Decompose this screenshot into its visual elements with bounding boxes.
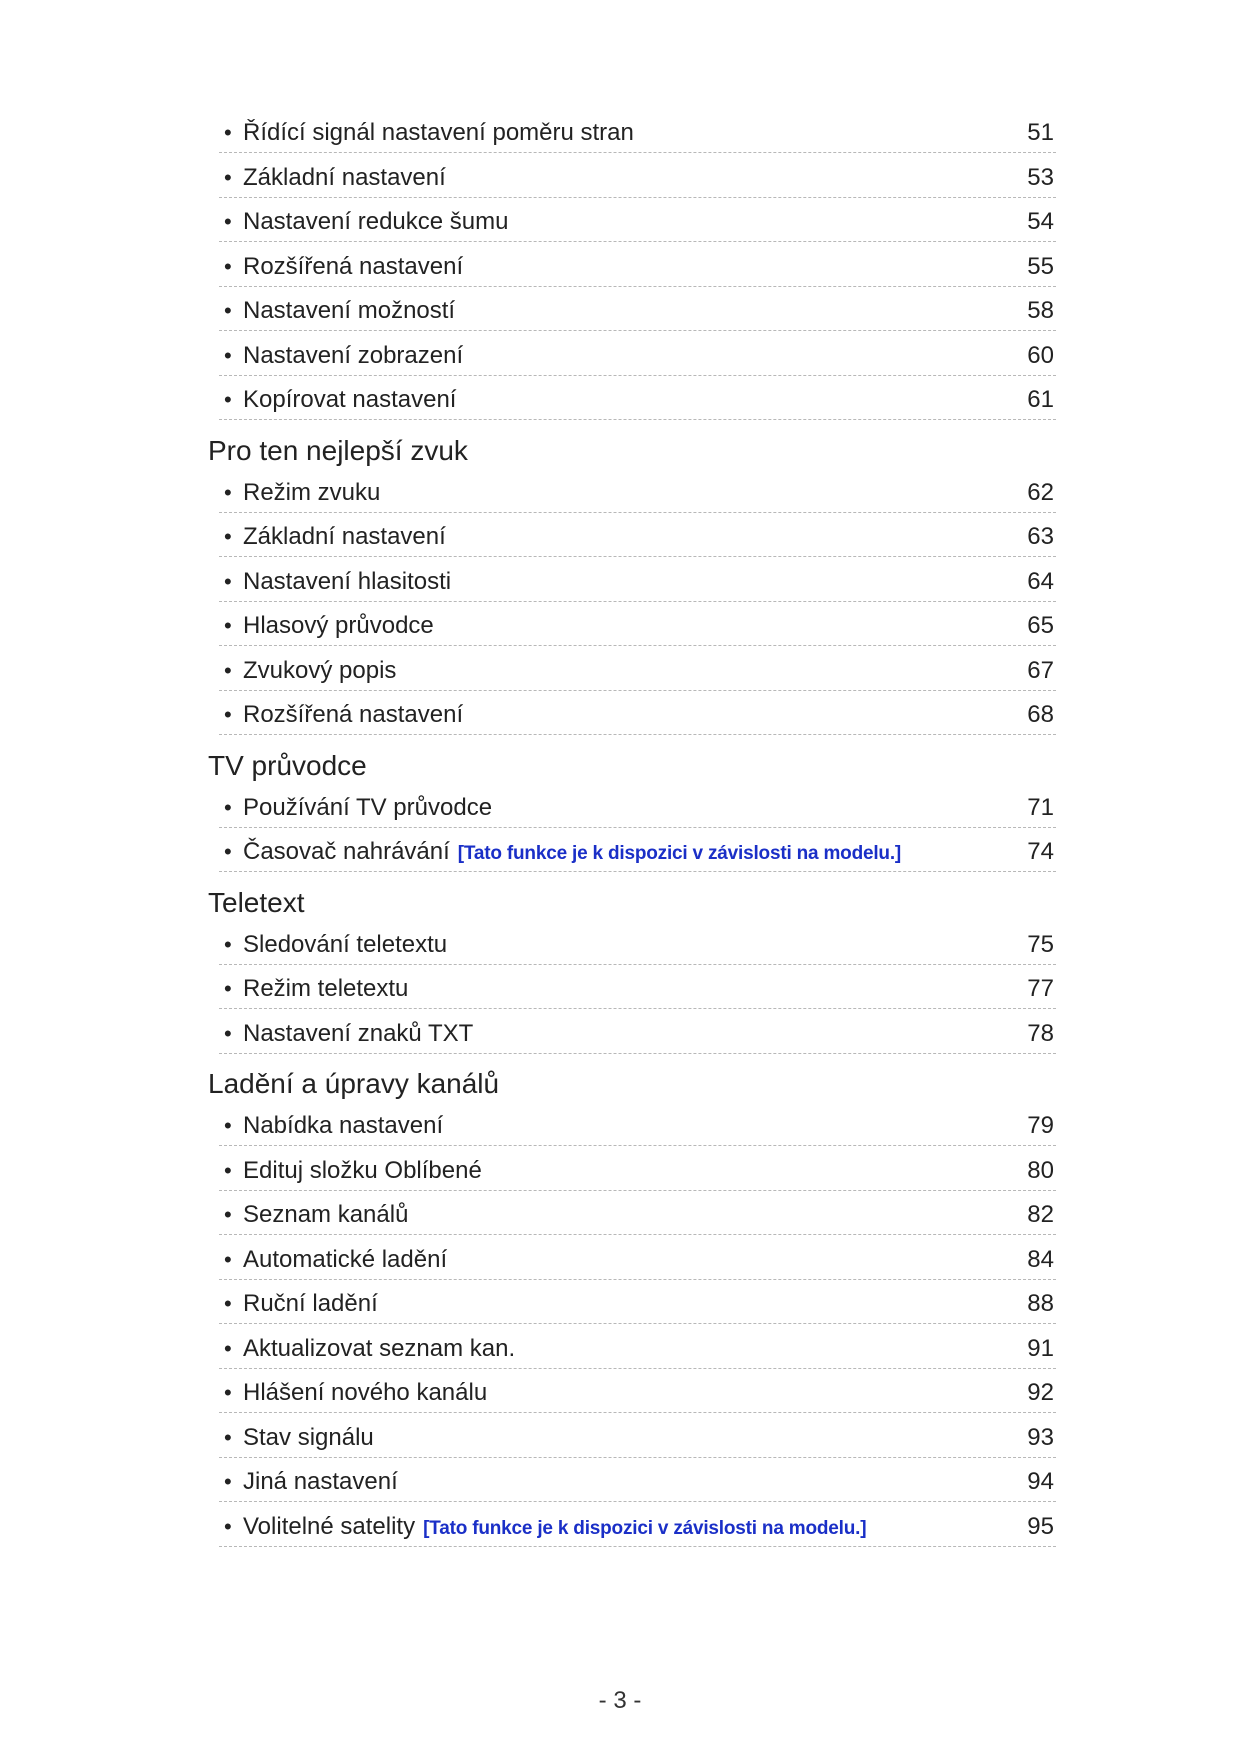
toc-entry-title: [243, 207, 508, 237]
bullet-icon: •: [224, 342, 232, 368]
toc-page-number: 75: [1027, 930, 1054, 958]
toc-entry-label: Základní nastavení: [243, 523, 446, 550]
toc-entry-label: Rozšířená nastavení: [243, 701, 464, 728]
toc-page-number: 65: [1027, 612, 1054, 639]
toc-entry-title: [243, 1156, 482, 1186]
toc-page-number: 80: [1027, 1156, 1054, 1184]
toc-entry-title: [243, 1245, 447, 1275]
toc-entry[interactable]: [219, 1236, 1056, 1280]
toc-entry-title: [243, 163, 446, 193]
bullet-icon: •: [224, 1335, 232, 1361]
toc-entry[interactable]: [219, 558, 1056, 602]
toc-entry-label: Aktualizovat seznam kan.: [243, 1334, 516, 1362]
toc-page-number: 71: [1027, 793, 1054, 821]
toc-entry[interactable]: [219, 921, 1056, 965]
toc-entry[interactable]: [219, 1369, 1056, 1413]
toc-entry-title: [243, 1334, 515, 1364]
toc-entry[interactable]: [219, 1458, 1056, 1502]
bullet-icon: •: [224, 794, 232, 820]
toc-entry-label: Rozšířená nastavení: [243, 252, 464, 280]
toc-entry-title: [243, 1289, 378, 1319]
toc-entry-title: [243, 1423, 374, 1453]
toc-entry-label: Režim zvuku: [243, 478, 381, 506]
toc-page-number: 63: [1027, 523, 1054, 550]
toc-entry-title: [243, 656, 396, 686]
bullet-icon: •: [224, 613, 232, 638]
toc-entry-label: Automatické ladění: [243, 1245, 448, 1273]
page-number-footer: - 3 -: [598, 1687, 642, 1714]
bullet-icon: •: [224, 1291, 232, 1316]
toc-page-number: 91: [1027, 1334, 1054, 1362]
toc-page-number: 82: [1027, 1201, 1054, 1228]
toc-page-number: 58: [1027, 297, 1054, 324]
toc-entry-label: Nabídka nastavení: [243, 1112, 444, 1139]
toc-entry[interactable]: [219, 602, 1056, 646]
toc-entry-label: Používání TV průvodce: [243, 793, 493, 821]
toc-entry-label: Edituj složku Oblíbené: [243, 1156, 482, 1184]
toc-entry-label: Základní nastavení: [243, 163, 446, 191]
toc-page-number: 95: [1027, 1512, 1054, 1540]
toc-entry-label: Sledování teletextu: [243, 930, 448, 958]
toc-page-number: 61: [1027, 386, 1054, 413]
bullet-icon: •: [224, 387, 232, 412]
toc-page-number: 67: [1027, 656, 1054, 684]
bullet-icon: •: [224, 1469, 232, 1494]
toc-entry-title: [243, 611, 434, 641]
section-heading: Pro ten nejlepší zvuk: [208, 434, 468, 466]
bullet-icon: •: [224, 1513, 232, 1539]
bullet-icon: •: [224, 120, 232, 145]
toc-entry[interactable]: [219, 1191, 1056, 1235]
bullet-icon: •: [224, 298, 232, 323]
toc-entry-label: Hlášení nového kanálu: [243, 1379, 488, 1406]
toc-entry[interactable]: [219, 1010, 1056, 1054]
toc-entry[interactable]: [219, 109, 1056, 153]
bullet-icon: •: [224, 1246, 232, 1272]
toc-entry-title: [243, 478, 380, 508]
toc-entry-label: Ruční ladění: [243, 1290, 378, 1317]
toc-entry-label: Hlasový průvodce: [243, 612, 434, 639]
section-heading: Teletext: [208, 886, 305, 918]
toc-entry-title: [243, 1019, 473, 1049]
toc-entry[interactable]: [219, 513, 1056, 557]
toc-entry[interactable]: [219, 828, 1056, 872]
toc-entry-title: [243, 522, 446, 552]
toc-entry[interactable]: [219, 469, 1056, 513]
bullet-icon: •: [224, 479, 232, 505]
toc-entry-title: [243, 793, 492, 823]
toc-entry-label: Kopírovat nastavení: [243, 386, 457, 413]
toc-entry-title: [243, 1111, 443, 1141]
toc-page-number: 88: [1027, 1290, 1054, 1317]
section-heading: Ladění a úpravy kanálů: [208, 1068, 500, 1099]
bullet-icon: •: [224, 1424, 232, 1450]
bullet-icon: •: [224, 657, 232, 683]
bullet-icon: •: [224, 524, 232, 549]
toc-page-number: 94: [1027, 1468, 1054, 1495]
toc-entry-label: Nastavení redukce šumu: [243, 208, 509, 235]
toc-entry[interactable]: [219, 784, 1056, 828]
toc-page-number: 78: [1027, 1019, 1054, 1047]
toc-entry-label: Nastavení možností: [243, 297, 456, 324]
toc-entry[interactable]: [219, 287, 1056, 331]
toc-entry-title: [243, 974, 408, 1004]
toc-entry[interactable]: [219, 154, 1056, 198]
toc-page-number: 79: [1027, 1112, 1054, 1139]
availability-note: [Tato funkce je k dispozici v závislosti na modelu.]: [457, 843, 902, 864]
toc-entry-title: [243, 1512, 866, 1544]
toc-entry-title: [243, 252, 463, 282]
toc-entry[interactable]: [219, 1503, 1056, 1547]
toc-entry-title: [243, 296, 455, 326]
toc-entry[interactable]: [219, 1280, 1056, 1324]
bullet-icon: •: [224, 1202, 232, 1227]
bullet-icon: •: [224, 931, 232, 957]
toc-entry-label: Seznam kanálů: [243, 1201, 409, 1228]
toc-entry-title: [243, 1200, 408, 1230]
toc-entry[interactable]: [219, 198, 1056, 242]
bullet-icon: •: [224, 164, 232, 190]
bullet-icon: •: [224, 1157, 232, 1183]
toc-page-number: 62: [1027, 478, 1054, 506]
toc-entry-label: Řídící signál nastavení poměru stran: [243, 119, 634, 146]
toc-page-number: 53: [1027, 163, 1054, 191]
bullet-icon: •: [224, 976, 232, 1001]
toc-entry[interactable]: [219, 243, 1056, 287]
bullet-icon: •: [224, 568, 232, 594]
section-heading: TV průvodce: [208, 749, 367, 781]
availability-note: [Tato funkce je k dispozici v závislosti na modelu.]: [423, 1517, 867, 1539]
toc-entry-label: Časovač nahrávání: [243, 838, 450, 865]
bullet-icon: •: [224, 702, 232, 727]
toc-entry-title: [243, 118, 634, 148]
toc-page-number: 60: [1027, 341, 1054, 369]
toc-page-number: 84: [1027, 1245, 1054, 1273]
toc-entry-title: [243, 1378, 487, 1408]
toc-entry[interactable]: [219, 376, 1056, 420]
toc-entry[interactable]: [219, 1414, 1056, 1458]
bullet-icon: •: [224, 1113, 232, 1138]
toc-page-number: 68: [1027, 701, 1054, 728]
toc-entry-title: [243, 837, 901, 869]
bullet-icon: •: [224, 1380, 232, 1405]
toc-page-number: 51: [1027, 119, 1054, 146]
toc-entry-label: Nastavení hlasitosti: [243, 567, 452, 595]
bullet-icon: •: [224, 209, 232, 234]
toc-entry-title: [243, 385, 456, 415]
bullet-icon: •: [224, 839, 232, 864]
toc-entry[interactable]: [219, 965, 1056, 1009]
toc-entry-label: Stav signálu: [243, 1423, 374, 1451]
toc-entry-label: Režim teletextu: [243, 975, 409, 1002]
toc-entry-title: [243, 341, 463, 371]
toc-page-number: 77: [1027, 975, 1054, 1002]
bullet-icon: •: [224, 253, 232, 279]
toc-entry-title: [243, 567, 451, 597]
toc-entry-label: Nastavení znaků TXT: [243, 1019, 474, 1047]
toc-page-number: 92: [1027, 1379, 1054, 1406]
toc-entry[interactable]: [219, 691, 1056, 735]
toc-page-number: 74: [1027, 838, 1054, 865]
toc-entry-title: [243, 700, 463, 730]
toc-entry-label: Zvukový popis: [243, 656, 397, 684]
toc-entry-label: Jiná nastavení: [243, 1468, 398, 1495]
toc-page-number: 54: [1027, 208, 1054, 235]
toc-page-number: 55: [1027, 252, 1054, 280]
toc-entry-title: [243, 1467, 398, 1497]
toc-entry-label: Volitelné satelity: [243, 1512, 416, 1540]
toc-page-number: 93: [1027, 1423, 1054, 1451]
toc-entry[interactable]: [219, 1147, 1056, 1191]
toc-entry[interactable]: [219, 1325, 1056, 1369]
toc-entry[interactable]: [219, 1102, 1056, 1146]
toc-page-number: 64: [1027, 567, 1054, 595]
toc-entry[interactable]: [219, 647, 1056, 691]
bullet-icon: •: [224, 1020, 232, 1046]
toc-entry-title: [243, 930, 447, 960]
toc-entry[interactable]: [219, 332, 1056, 376]
toc-entry-label: Nastavení zobrazení: [243, 341, 464, 369]
